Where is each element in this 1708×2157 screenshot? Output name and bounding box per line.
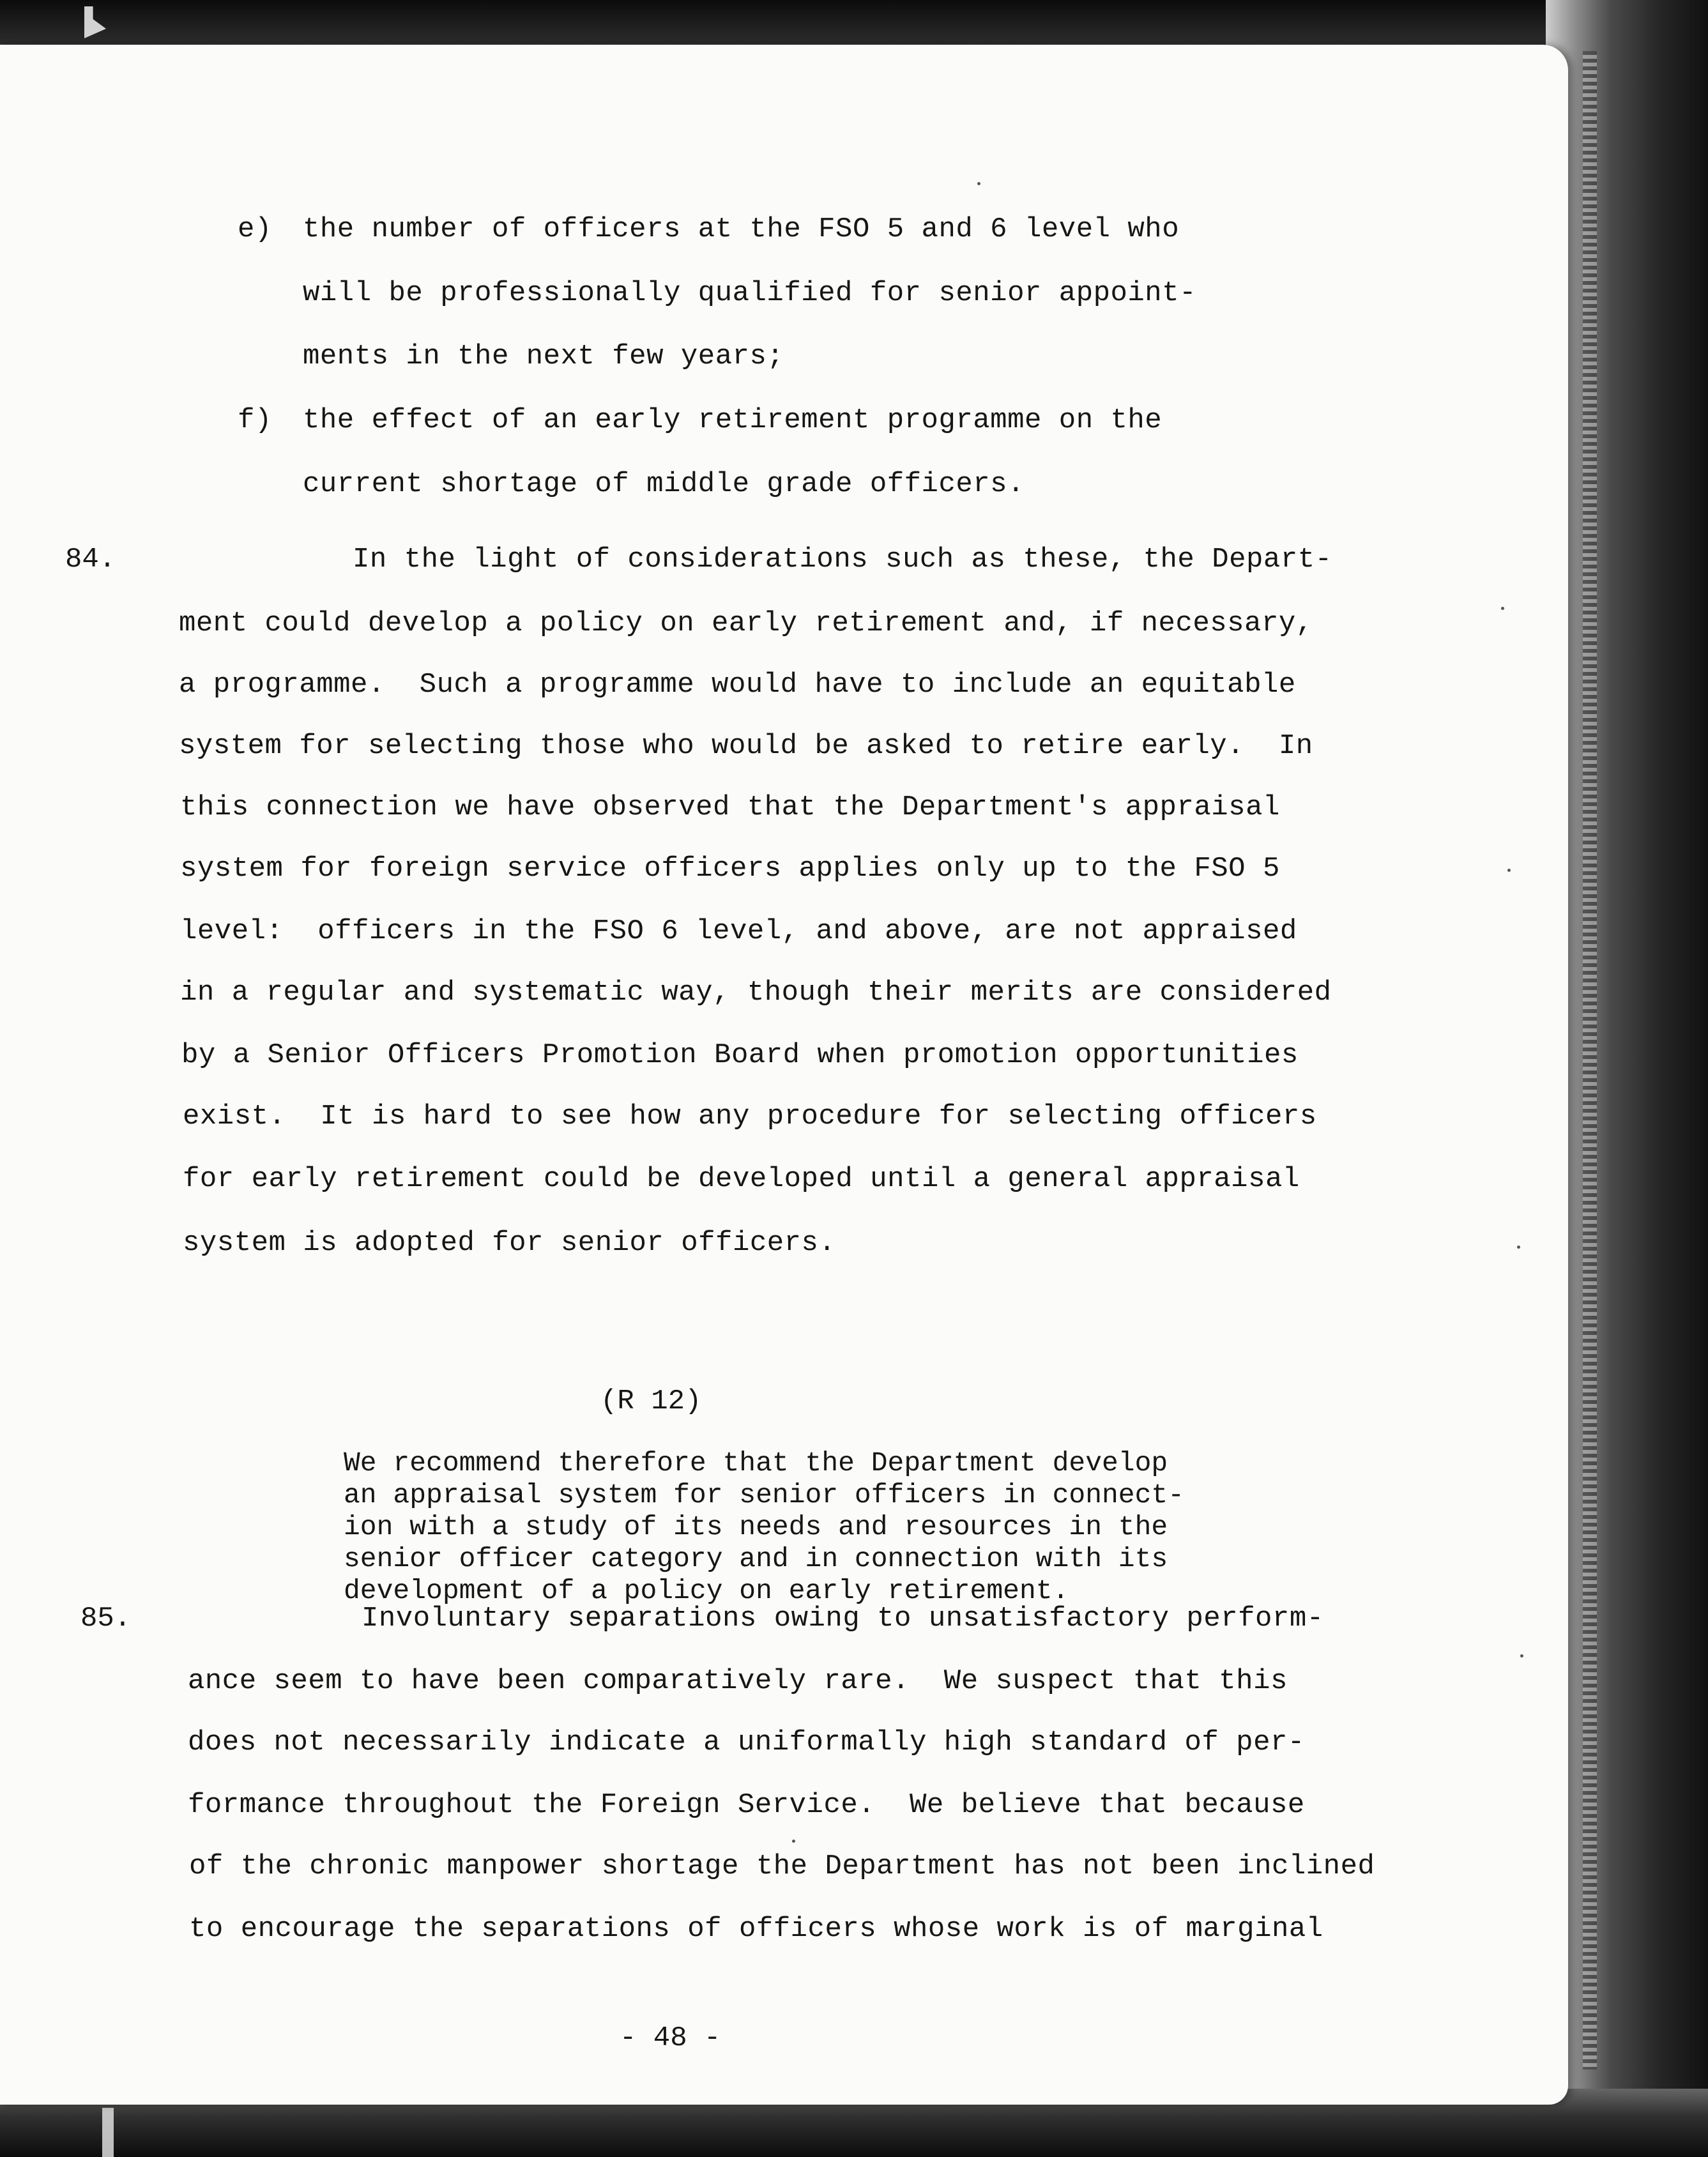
item-line: will be professionally qualified for senior appoint- bbox=[303, 277, 1197, 309]
scan-speck bbox=[1517, 1246, 1520, 1249]
paragraph-line: In the light of considerations such as these, the Depart- bbox=[353, 544, 1332, 575]
paragraph-line: to encourage the separations of officers whose work is of marginal bbox=[189, 1913, 1323, 1945]
paragraph-line: ment could develop a policy on early retirement and, if necessary, bbox=[179, 607, 1313, 639]
paragraph-line: Involuntary separations owing to unsatisfactory perform- bbox=[362, 1603, 1324, 1635]
item-line: the effect of an early retirement programme on the bbox=[303, 404, 1163, 436]
recommendation-line: We recommend therefore that the Department develop bbox=[344, 1447, 1168, 1479]
recommendation-line: senior officer category and in connection with its bbox=[344, 1543, 1168, 1574]
document-page bbox=[0, 45, 1568, 2105]
item-line: ments in the next few years; bbox=[303, 340, 784, 372]
bottom-bar-mark bbox=[102, 2108, 114, 2157]
paragraph-line: of the chronic manpower shortage the Department has not been inclined bbox=[189, 1850, 1375, 1882]
scan-speck bbox=[1507, 869, 1511, 872]
recommendation-line: an appraisal system for senior officers in connect- bbox=[344, 1479, 1185, 1511]
paragraph-line: ance seem to have been comparatively rare. We suspect that this bbox=[188, 1665, 1288, 1697]
paragraph-line: by a Senior Officers Promotion Board when promotion opportunities bbox=[181, 1039, 1299, 1071]
paragraph-line: does not necessarily indicate a uniformally high standard of per- bbox=[188, 1726, 1305, 1758]
scan-speck bbox=[792, 1840, 795, 1843]
scan-speck bbox=[977, 182, 980, 185]
scan-right-border bbox=[1546, 0, 1708, 2157]
paragraph-line: a programme. Such a programme would have to include an equitable bbox=[179, 669, 1296, 701]
item-marker: f) bbox=[238, 404, 272, 436]
paragraph-line: for early retirement could be developed until a general appraisal bbox=[183, 1163, 1300, 1195]
paragraph-line: exist. It is hard to see how any procedure for selecting officers bbox=[183, 1101, 1317, 1132]
paragraph-line: system for selecting those who would be asked to retire early. In bbox=[179, 730, 1313, 762]
page-number: - 48 - bbox=[620, 2022, 721, 2054]
item-marker: e) bbox=[238, 213, 272, 245]
item-line: current shortage of middle grade officers. bbox=[303, 468, 1025, 500]
paragraph-line: system for foreign service officers applies only up to the FSO 5 bbox=[180, 853, 1280, 885]
paragraph-line: in a regular and systematic way, though their merits are considered bbox=[180, 977, 1332, 1009]
paragraph-line: this connection we have observed that the Department's appraisal bbox=[180, 791, 1280, 823]
paragraph-line: formance throughout the Foreign Service. We believe that because bbox=[188, 1789, 1305, 1821]
recommendation-line: development of a policy on early retirement. bbox=[344, 1575, 1069, 1606]
scan-speck bbox=[1520, 1654, 1523, 1658]
paragraph-number: 85. bbox=[80, 1603, 132, 1635]
scan-speck bbox=[1501, 607, 1504, 610]
recommendation-line: ion with a study of its needs and resources in the bbox=[344, 1511, 1168, 1543]
recommendation-block bbox=[344, 1447, 1185, 1607]
item-line: the number of officers at the FSO 5 and 6 level who bbox=[303, 213, 1180, 245]
paragraph-number: 84. bbox=[65, 544, 116, 575]
paragraph-line: level: officers in the FSO 6 level, and above, are not appraised bbox=[180, 915, 1297, 947]
paragraph-line: system is adopted for senior officers. bbox=[183, 1227, 836, 1259]
recommendation-label: (R 12) bbox=[600, 1385, 702, 1417]
binding-strip bbox=[1583, 51, 1597, 2069]
